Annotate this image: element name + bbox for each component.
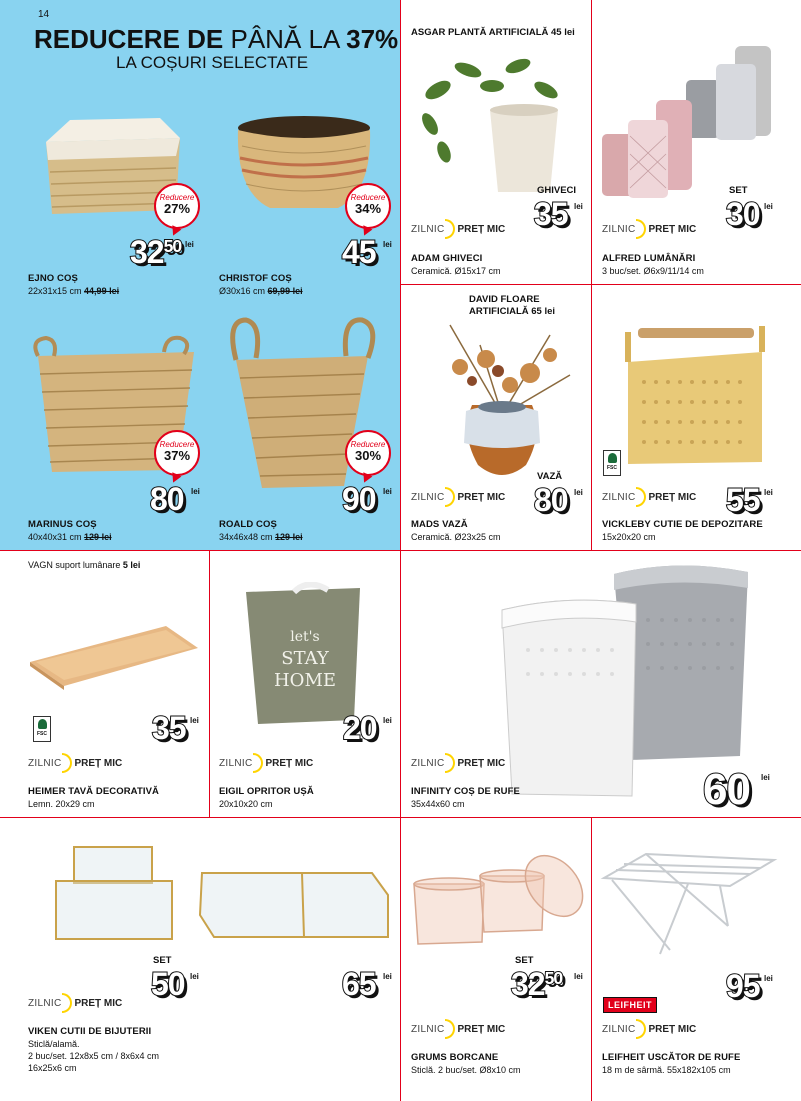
adam-zilnic-pret-mic: ZILNIC PREȚ MIC	[411, 220, 505, 238]
infinity-name: INFINITY COȘ DE RUFE	[411, 786, 520, 797]
alfred-price: 30	[726, 196, 760, 232]
viken-lei-b: lei	[383, 972, 392, 981]
divider	[209, 550, 210, 817]
alfred-name: ALFRED LUMÂNĂRI	[602, 253, 696, 264]
heimer-top-label: VAGN suport lumânare 5 lei	[28, 560, 141, 570]
leifheit-zilnic-pret-mic: ZILNIC PREȚ MIC	[602, 1020, 696, 1038]
ejno-name: EJNO COȘ	[28, 273, 78, 284]
divider	[400, 284, 801, 285]
infinity-hamper-image	[498, 560, 756, 800]
grums-jars-image	[408, 850, 586, 950]
heimer-price: 35	[152, 710, 186, 746]
marinus-name: MARINUS COȘ	[28, 519, 97, 530]
divider	[400, 0, 401, 817]
mads-name: MADS VAZĂ	[411, 519, 468, 530]
alfred-sub: 3 buc/set. Ø6x9/11/14 cm	[602, 266, 704, 276]
ejno-lei: lei	[185, 240, 194, 249]
viken-jewelry-boxes-image	[52, 843, 392, 943]
vickleby-name: VICKLEBY CUTIE DE DEPOZITARE	[602, 519, 763, 530]
page-number: 14	[38, 9, 50, 20]
grums-name: GRUMS BORCANE	[411, 1052, 499, 1063]
infinity-sub: 35x44x60 cm	[411, 799, 465, 809]
roald-dims: 34x46x48 cm 129 lei	[219, 532, 303, 542]
heimer-sub: Lemn. 20x29 cm	[28, 799, 95, 809]
eigil-price: 20	[343, 710, 377, 746]
christof-price: 45	[342, 234, 376, 270]
vickleby-lei: lei	[764, 488, 773, 497]
heimer-lei: lei	[190, 716, 199, 725]
christof-lei: lei	[383, 240, 392, 249]
adam-sub: Ceramică. Ø15x17 cm	[411, 266, 501, 276]
leifheit-sub: 18 m de sârmă. 55x182x105 cm	[602, 1065, 731, 1075]
grums-zilnic-pret-mic: ZILNIC PREȚ MIC	[411, 1020, 505, 1038]
viken-zilnic-pret-mic: ZILNIC PREȚ MIC	[28, 994, 122, 1012]
roald-lei: lei	[383, 487, 392, 496]
eigil-name: EIGIL OPRITOR UȘĂ	[219, 786, 314, 797]
adam-name: ADAM GHIVECI	[411, 253, 483, 264]
vickleby-price: 55	[726, 482, 760, 518]
mads-top-label-2: ARTIFICIALĂ 65 lei	[469, 306, 556, 317]
marinus-price: 80	[150, 481, 184, 517]
alfred-lei: lei	[764, 202, 773, 211]
promo-headline	[34, 26, 398, 52]
adam-top-label: ASGAR PLANTĂ ARTIFICIALĂ 45 lei	[411, 27, 575, 38]
christof-dims: Ø30x16 cm 69,99 lei	[219, 286, 303, 296]
alfred-zilnic-pret-mic: ZILNIC PREȚ MIC	[602, 220, 696, 238]
marinus-dims: 40x40x31 cm 129 lei	[28, 532, 112, 542]
heimer-zilnic-pret-mic: ZILNIC PREȚ MIC	[28, 754, 122, 772]
infinity-lei: lei	[761, 773, 770, 782]
leifheit-logo: LEIFHEIT	[603, 997, 657, 1013]
mads-top-label-1: DAVID FLOARE	[469, 294, 540, 305]
viken-lei-a: lei	[190, 972, 199, 981]
divider	[591, 817, 592, 1101]
divider	[591, 0, 592, 550]
promo-headline-a: REDUCERE DE	[34, 24, 224, 54]
viken-sub-1: Sticlă/alamă.	[28, 1039, 80, 1049]
mads-price: 80	[534, 482, 568, 518]
christof-discount-badge: Reducere 34%	[345, 183, 391, 229]
eigil-zilnic-pret-mic: ZILNIC PREȚ MIC	[219, 754, 313, 772]
vickleby-fsc-logo: FSC	[603, 450, 621, 476]
roald-discount-badge: Reducere 30%	[345, 430, 391, 476]
alfred-candles-image	[600, 40, 780, 200]
mads-tag: VAZĂ	[537, 471, 563, 482]
mads-zilnic-pret-mic: ZILNIC PREȚ MIC	[411, 488, 505, 506]
christof-name: CHRISTOF COȘ	[219, 273, 292, 284]
viken-sub-2: 2 buc/set. 12x8x5 cm / 8x6x4 cm	[28, 1051, 160, 1061]
ejno-price: $32^{50}$	[130, 234, 182, 270]
heimer-fsc-logo: FSC	[33, 716, 51, 742]
infinity-zilnic-pret-mic: ZILNIC PREȚ MIC	[411, 754, 505, 772]
promo-headline-b: PÂNĂ LA	[230, 24, 339, 54]
adam-tag: GHIVECI	[537, 185, 577, 196]
marinus-lei: lei	[191, 487, 200, 496]
eigil-lei: lei	[383, 716, 392, 725]
leifheit-name: LEIFHEIT USCĂTOR DE RUFE	[602, 1052, 741, 1063]
pillow-line-1: let's	[290, 629, 320, 645]
vickleby-box-image	[620, 322, 770, 467]
adam-plant-image	[408, 40, 568, 200]
divider	[0, 550, 801, 551]
viken-tag: SET	[153, 955, 172, 966]
mads-sub: Ceramică. Ø23x25 cm	[411, 532, 501, 542]
pillow-line-2: STAY	[281, 648, 329, 669]
infinity-price: 60	[703, 765, 750, 814]
ejno-dims: 22x31x15 cm 44,99 lei	[28, 286, 120, 296]
divider	[400, 817, 401, 1101]
ejno-discount-badge: Reducere 27%	[154, 183, 200, 229]
mads-vase-image	[420, 315, 585, 490]
viken-sub-3: 16x25x6 cm	[28, 1063, 77, 1073]
grums-sub: Sticlă. 2 buc/set. Ø8x10 cm	[411, 1065, 521, 1075]
vickleby-zilnic-pret-mic: ZILNIC PREȚ MIC	[602, 488, 696, 506]
grums-tag: SET	[515, 955, 534, 966]
leifheit-dryer-image	[600, 850, 778, 960]
promo-subheadline: LA COȘURI SELECTATE	[116, 53, 309, 72]
leifheit-price: 95	[726, 968, 760, 1004]
mads-lei: lei	[574, 488, 583, 497]
eigil-pillow-text	[270, 626, 340, 692]
heimer-tray-image	[26, 622, 202, 690]
marinus-discount-badge: Reducere 37%	[154, 430, 200, 476]
alfred-tag: SET	[729, 185, 748, 196]
grums-lei: lei	[574, 972, 583, 981]
vickleby-sub: 15x20x20 cm	[602, 532, 656, 542]
adam-lei: lei	[574, 202, 583, 211]
grums-price: $32^{50}$	[511, 966, 563, 1002]
roald-name: ROALD COȘ	[219, 519, 277, 530]
promo-headline-pct: 37%	[346, 24, 399, 54]
viken-price-b: 65	[342, 966, 376, 1002]
roald-price: 90	[342, 481, 376, 517]
viken-name: VIKEN CUTII DE BIJUTERII	[28, 1026, 152, 1037]
heimer-name: HEIMER TAVĂ DECORATIVĂ	[28, 786, 159, 797]
viken-price-a: 50	[151, 966, 185, 1002]
pillow-line-3: HOME	[273, 670, 337, 691]
adam-price: 35	[534, 196, 568, 232]
eigil-sub: 20x10x20 cm	[219, 799, 273, 809]
leifheit-lei: lei	[764, 974, 773, 983]
